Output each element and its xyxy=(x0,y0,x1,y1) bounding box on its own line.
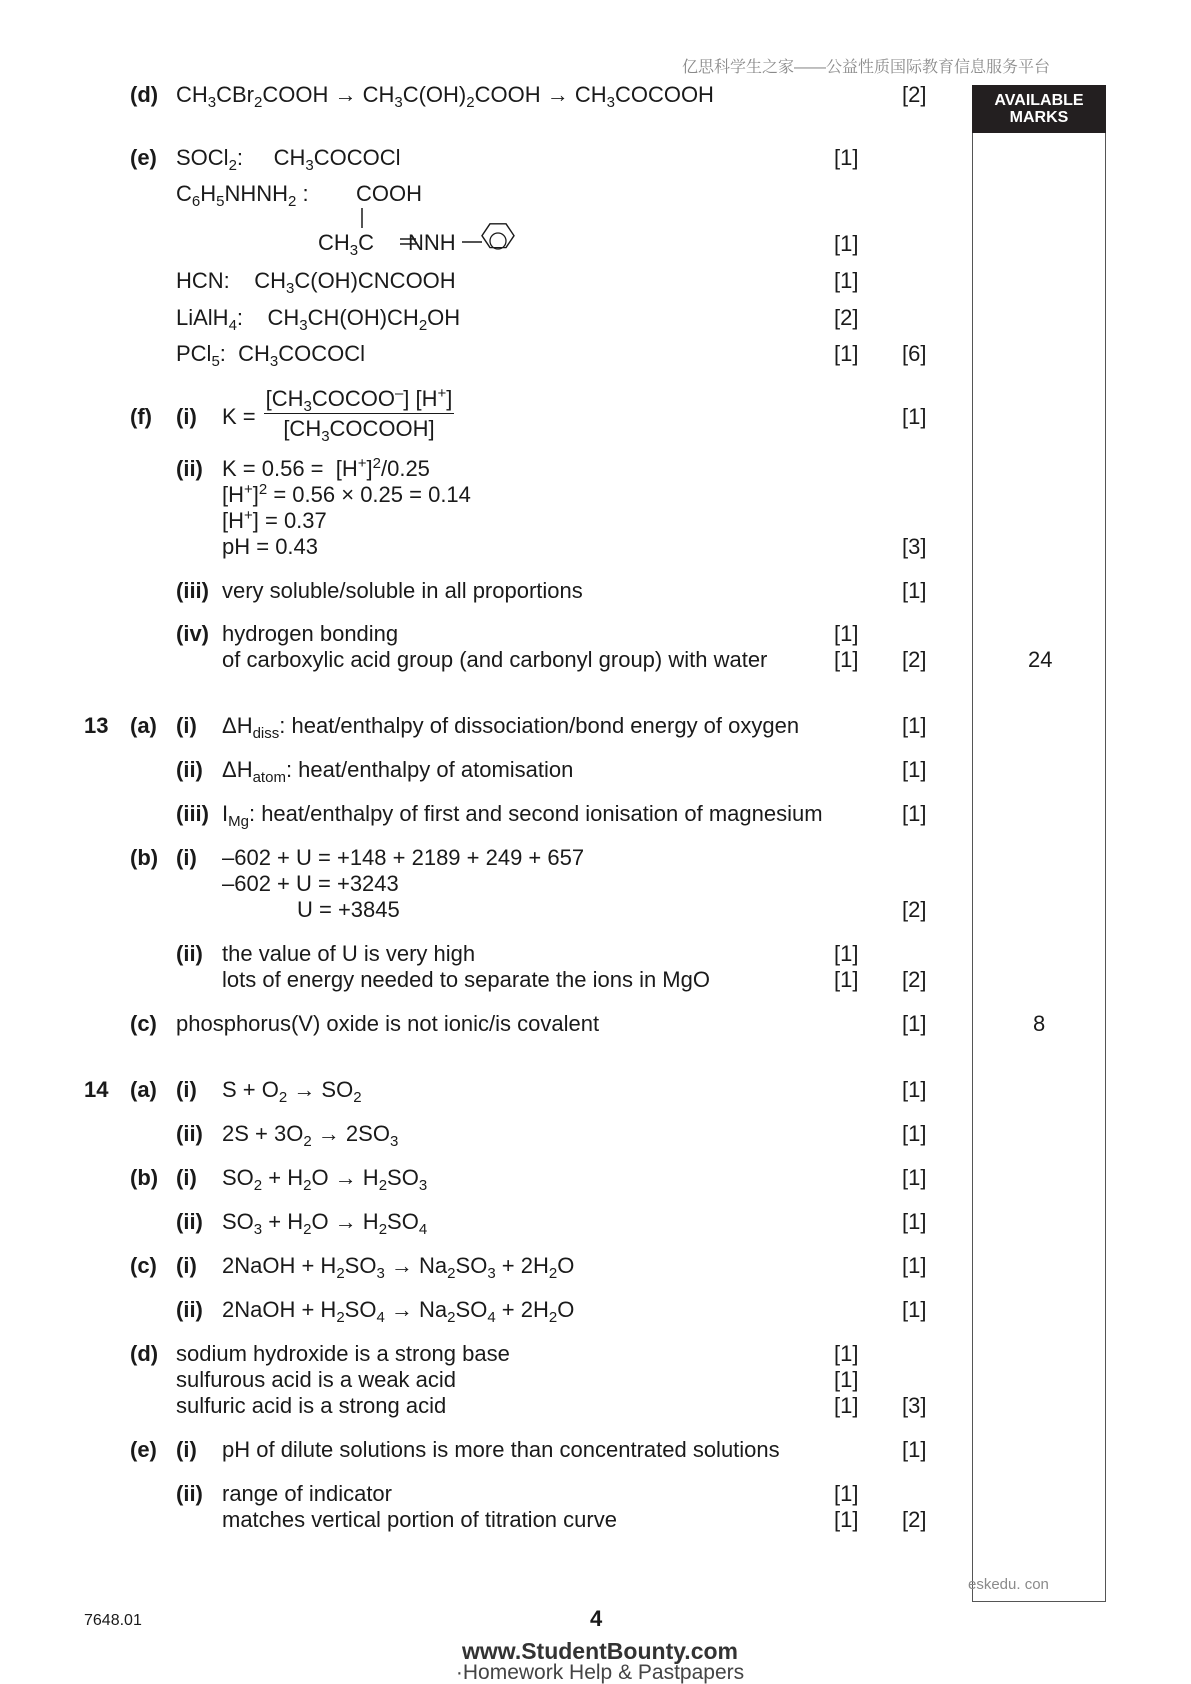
q12e-pcl5: PCl$_5$: $CH_3COCOCl$ xyxy=(176,341,366,370)
studentbounty-logo xyxy=(450,1640,750,1684)
q12e-cooh: COOH xyxy=(356,181,422,206)
header-watermark: 亿思科学生之家——公益性质国际教育信息服务平台 xyxy=(682,59,1051,76)
q13-number: 13 xyxy=(84,713,109,738)
q14d-line2: sulfurous acid is a weak acid xyxy=(176,1367,457,1392)
q12f-iv-mark-1: [1] xyxy=(834,621,859,646)
q14d-line3: sulfuric acid is a strong acid xyxy=(176,1393,447,1418)
q12f-ii-line1: $K = 0.56 = [H^+]^2/0.25$ xyxy=(222,455,430,481)
q14d-line1: sodium hydroxide is a strong base xyxy=(176,1341,510,1366)
q13b-ii-line1: the value of U is very high xyxy=(222,941,476,966)
equilibrium-fraction xyxy=(264,385,454,445)
q13c-mark: [1] xyxy=(902,1011,927,1036)
q13b-ii-mark: [2] xyxy=(902,967,927,992)
q13b-i-line3: U = +3845 xyxy=(297,897,400,922)
q13a-i-mark: [1] xyxy=(902,713,927,738)
q13b-i-line2: –602 + U = +3243 xyxy=(222,871,399,896)
q13c-text: phosphorus(V) oxide is not ionic/is covalent xyxy=(176,1011,600,1036)
q14e-label: (e) xyxy=(130,1437,157,1462)
q12f-ii-mark: [3] xyxy=(902,534,927,559)
q12f-label: (f) xyxy=(130,404,152,429)
q14a-i-equation: $S + O_2 \to SO_2$ xyxy=(222,1077,362,1106)
q12e-hcn: HCN: $CH_3C(OH)CNCOOH$ xyxy=(176,268,456,297)
q14d-mark-1: [1] xyxy=(834,1341,859,1366)
q13a-ii-mark: [1] xyxy=(902,757,927,782)
q12e-mark-total: [6] xyxy=(902,341,927,366)
paper-code: 7648.01 xyxy=(84,1612,142,1629)
q12e-phenylhydrazine: $C_6H_5NHNH_2$ : xyxy=(176,181,309,210)
q14c-label: (c) xyxy=(130,1253,157,1278)
q13a-iii-mark: [1] xyxy=(902,801,927,826)
q13b-ii-line2: lots of energy needed to separate the ions in MgO xyxy=(222,967,710,992)
q14a-i-mark: [1] xyxy=(902,1077,927,1102)
fraction-denominator: $[CH_3COCOOH]$ xyxy=(264,413,454,442)
q12f-iv-line2: of carboxylic acid group (and carbonyl group) with water xyxy=(222,647,768,672)
bottom-watermark: eskedu. con xyxy=(968,1576,1049,1593)
q12d-equation: $CH_3CBr_2COOH$ → $CH_3C(OH)_2COOH$ → $CH_3COCOOH$ xyxy=(176,82,714,111)
q14d-mark: [3] xyxy=(902,1393,927,1418)
q12f-iii-mark: [1] xyxy=(902,578,927,603)
q14c-i-equation: 2NaOH + $H_2SO_3 \to Na_2SO_3 + 2H_2O$ xyxy=(222,1253,575,1282)
q14-number: 14 xyxy=(84,1077,109,1102)
q13a-ii-text: $\Delta H_{atom}$: heat/enthalpy of atomisation xyxy=(222,757,574,786)
q14c-i-label: (i) xyxy=(176,1253,197,1278)
q14a-i-label: (i) xyxy=(176,1077,197,1102)
q12f-ii-label: (ii) xyxy=(176,456,203,481)
q14c-ii-label: (ii) xyxy=(176,1297,203,1322)
q12f-iv-label: (iv) xyxy=(176,621,209,646)
q12e-mark-4: [2] xyxy=(834,305,859,330)
q12e-mark-1: [1] xyxy=(834,145,859,170)
q14e-i-label: (i) xyxy=(176,1437,197,1462)
q13b-i-line1: –602 + U = +148 + 2189 + 249 + 657 xyxy=(222,845,585,870)
q13a-i-text: $\Delta H_{diss}$: heat/enthalpy of dissociation/bond energy of oxygen xyxy=(222,713,800,742)
q14b-ii-equation: $SO_3 + H_2O \to H_2SO_4$ xyxy=(222,1209,428,1238)
q12f-ii-line2: $[H^+]^2 = 0.56 \times 0.25 = 0.14$ xyxy=(222,481,471,507)
q12f-iv-mark: [2] xyxy=(902,647,927,672)
q12e-mark-3: [1] xyxy=(834,268,859,293)
q13c-label: (c) xyxy=(130,1011,157,1036)
q14c-ii-equation: 2NaOH + $H_2SO_4 \to Na_2SO_4 + 2H_2O$ xyxy=(222,1297,575,1326)
q14e-i-text: pH of dilute solutions is more than concentrated solutions xyxy=(222,1437,780,1462)
q14a-ii-mark: [1] xyxy=(902,1121,927,1146)
q14b-i-mark: [1] xyxy=(902,1165,927,1190)
q13b-ii-label: (ii) xyxy=(176,941,203,966)
q13-available-marks: 8 xyxy=(1033,1011,1046,1036)
q12e-label: (e) xyxy=(130,145,157,170)
q14e-ii-line1: range of indicator xyxy=(222,1481,392,1506)
q14d-mark-3: [1] xyxy=(834,1393,859,1418)
q13a-iii-text: $I_{Mg}$: heat/enthalpy of first and second ionisation of magnesium xyxy=(222,801,823,830)
q12e-socl2: SOCl$_2$: $CH_3COCOCl$ xyxy=(176,145,401,174)
fraction-numerator: $[CH_3COCOO^-]$ [H+] xyxy=(265,385,453,415)
q14b-ii-label: (ii) xyxy=(176,1209,203,1234)
q12f-ii-line3: [H+] = 0.37 xyxy=(222,507,327,533)
marks-header: AVAILABLE MARKS xyxy=(972,85,1106,133)
q12f-i-label: (i) xyxy=(176,404,197,429)
q13b-ii-mark-1: [1] xyxy=(834,941,859,966)
q12f-i-mark: [1] xyxy=(902,404,927,429)
q13a-label: (a) xyxy=(130,713,157,738)
q13b-i-mark: [2] xyxy=(902,897,927,922)
site-tagline: ·Homework Help & Pastpapers xyxy=(455,1661,745,1684)
q14d-mark-2: [1] xyxy=(834,1367,859,1392)
q12d-label: (d) xyxy=(130,82,159,107)
marks-column xyxy=(972,85,1106,1602)
q14e-ii-mark-1: [1] xyxy=(834,1481,859,1506)
q14b-ii-mark: [1] xyxy=(902,1209,927,1234)
q14c-ii-mark: [1] xyxy=(902,1297,927,1322)
q14e-ii-line2: matches vertical portion of titration curve xyxy=(222,1507,617,1532)
q14c-i-mark: [1] xyxy=(902,1253,927,1278)
q14b-i-label: (i) xyxy=(176,1165,197,1190)
q12e-hydrazone-nnh: NNH xyxy=(408,230,456,255)
site-url: www.StudentBounty.com xyxy=(462,1638,738,1664)
q12e-lialh4: LiAlH$_4$: $CH_3CH(OH)CH_2OH$ xyxy=(176,305,461,334)
q14d-label: (d) xyxy=(130,1341,159,1366)
q14a-ii-equation: $2S + 3O_2 \to 2SO_3$ xyxy=(222,1121,399,1150)
q12f-iii-text: very soluble/soluble in all proportions xyxy=(222,578,583,603)
q14e-i-mark: [1] xyxy=(902,1437,927,1462)
q12f-iii-label: (iii) xyxy=(176,578,209,603)
q14a-label: (a) xyxy=(130,1077,157,1102)
q14e-ii-label: (ii) xyxy=(176,1481,203,1506)
q12f-iv-line1: hydrogen bonding xyxy=(222,621,399,646)
q14e-ii-mark-2: [1] xyxy=(834,1507,859,1532)
q12f-iv-mark-2: [1] xyxy=(834,647,859,672)
q12e-mark-2: [1] xyxy=(834,231,859,256)
q13a-ii-label: (ii) xyxy=(176,757,203,782)
q13b-label: (b) xyxy=(130,845,159,870)
q12e-mark-5: [1] xyxy=(834,341,859,366)
q14b-label: (b) xyxy=(130,1165,159,1190)
q13b-ii-mark-2: [1] xyxy=(834,967,859,992)
q12f-i-k: K = xyxy=(222,404,256,429)
q13a-i-label: (i) xyxy=(176,713,197,738)
q12d-mark: [2] xyxy=(902,82,927,107)
page-number: 4 xyxy=(590,1606,603,1631)
q12f-ii-line4: pH = 0.43 xyxy=(222,534,319,559)
q14a-ii-label: (ii) xyxy=(176,1121,203,1146)
q14e-ii-mark: [2] xyxy=(902,1507,927,1532)
q12e-hydrazone-left: $CH_3C$ xyxy=(318,230,375,259)
q12-available-marks: 24 xyxy=(1028,647,1053,672)
q13b-i-label: (i) xyxy=(176,845,197,870)
q14b-i-equation: $SO_2 + H_2O \to H_2SO_3$ xyxy=(222,1165,428,1194)
q13a-iii-label: (iii) xyxy=(176,801,209,826)
